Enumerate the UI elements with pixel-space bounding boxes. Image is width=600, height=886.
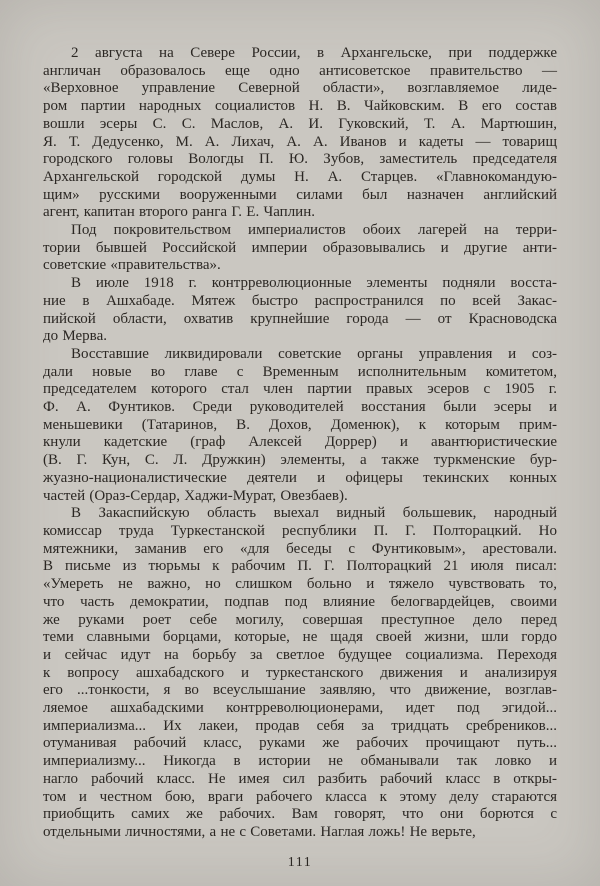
text-line: жуазно-националистические деятели и офицеры текинских конных <box>43 469 557 486</box>
text-line: отдельными личностями, а не с Советами. Наглая ложь! Не верьте, <box>43 823 476 840</box>
text-line: кнули кадетские (граф Алексей Доррер) и авантюристические <box>43 434 557 451</box>
text-line: (В. Г. Кун, С. Л. Дружкин) элементы, а также туркменские бур- <box>43 452 557 469</box>
text-line: ром партии народных социалистов Н. В. Чайковским. В его состав <box>43 98 557 115</box>
text-line: что часть демократии, подпав под влияние белогвардейцев, своими <box>43 593 557 610</box>
text-line: до Мерва. <box>43 328 107 345</box>
text-line: Я. Т. Дедусенко, М. А. Лихач, А. А. Иванов и кадеты — товарищ <box>43 133 557 150</box>
text-line: теми славными борцами, которые, не щадя своей жизни, шли гордо <box>43 629 557 646</box>
text-line: ние в Ашхабаде. Мятеж быстро распространился по всей Закас- <box>43 292 557 309</box>
text-line: нагло рабочий класс. Не имея сил разбить рабочий класс в откры- <box>43 770 557 787</box>
text-line: городского головы Вологды П. Ю. Зубов, заместитель председателя <box>43 151 557 168</box>
text-line: В Закаспийскую область выехал видный большевик, народный <box>71 505 557 522</box>
text-line: империализма... Их лакеи, продав себя за тридцать сребреников... <box>43 717 557 734</box>
text-line: 2 августа на Севере России, в Архангельске, при поддержке <box>71 45 557 61</box>
text-line: и сейчас идут на борьбу за светлое будущее социализма. Переходя <box>43 646 557 663</box>
text-line: «Верховное управление Северной области», возглавляемое лиде- <box>43 80 557 97</box>
text-line: его ...тонкости, я во всеуслышание заявляю, что движение, возглав- <box>43 682 557 699</box>
text-line: агент, капитан второго ранга Г. Е. Чаплин. <box>43 204 315 221</box>
text-line: том и честном бою, враги рабочего класса к этому делу стараются <box>43 788 557 805</box>
text-line: вошли эсеры С. С. Маслов, А. И. Гуковский, Т. А. Мартюшин, <box>43 115 557 132</box>
text-line: меньшевики (Татаринов, В. Дохов, Доменюк), к которым прим- <box>43 416 557 433</box>
text-line: Под покровительством империалистов обоих лагерей на терри- <box>71 222 557 239</box>
text-line: Восставшие ликвидировали советские органы управления и соз- <box>71 345 557 362</box>
paragraph <box>43 45 557 222</box>
text-line: приобщить самих же рабочих. Вам говорят, что они борются с <box>43 806 557 823</box>
text-line: тории бывшей Российской империи образовывались и другие анти- <box>43 239 557 256</box>
paragraph <box>43 346 557 505</box>
text-line: председателем которого стал член партии правых эсеров с 1905 г. <box>43 381 557 398</box>
text-line: Архангельской городской думы Н. А. Старцев. «Главнокомандую- <box>43 168 557 185</box>
text-line: же руками роет себе могилу, совершая преступное дело перед <box>43 611 557 628</box>
text-line: частей (Ораз-Сердар, Хаджи-Мурат, Овезбаев). <box>43 487 348 504</box>
paragraph <box>43 505 557 841</box>
text-line: ляемое ашхабадскими контрреволюционерами, идет под эгидой... <box>43 700 557 717</box>
text-line: комиссар труда Туркестанской республики П. Г. Полторацкий. Но <box>43 522 557 539</box>
text-line: к вопросу ашхабадского и туркестанского движения и анализируя <box>43 664 557 681</box>
text-line: отуманивая рабочий класс, руками же рабочих прочищают путь... <box>43 735 557 752</box>
page-text-block <box>43 45 557 842</box>
paragraph <box>43 222 557 275</box>
text-line: советские «правительства». <box>43 257 221 274</box>
text-line: Ф. А. Фунтиков. Среди руководителей восстания были эсеры и <box>43 399 557 416</box>
text-line: империализму... Никогда в истории не обманывали так ловко и <box>43 753 557 770</box>
text-line: «Умереть не важно, но слишком больно и тяжело чувствовать то, <box>43 576 557 593</box>
text-line: дали новые во главе с Временным исполнительным комитетом, <box>43 363 557 380</box>
paragraph <box>43 275 557 346</box>
text-line: щим» русскими вооруженными силами был назначен английский <box>43 186 557 203</box>
text-line: пийской области, охватив крупнейшие города — от Красноводска <box>43 310 557 327</box>
text-line: мятежники, заманив его «для беседы с Фунтиковым», арестовали. <box>43 540 557 557</box>
page-number: 111 <box>287 855 313 870</box>
text-line: англичан образовалось еще одно антисоветское правительство — <box>43 62 557 79</box>
text-line: В письме из тюрьмы к рабочим П. Г. Полторацкий 21 июля писал: <box>43 558 557 575</box>
text-line: В июле 1918 г. контрреволюционные элементы подняли восста- <box>71 275 557 292</box>
